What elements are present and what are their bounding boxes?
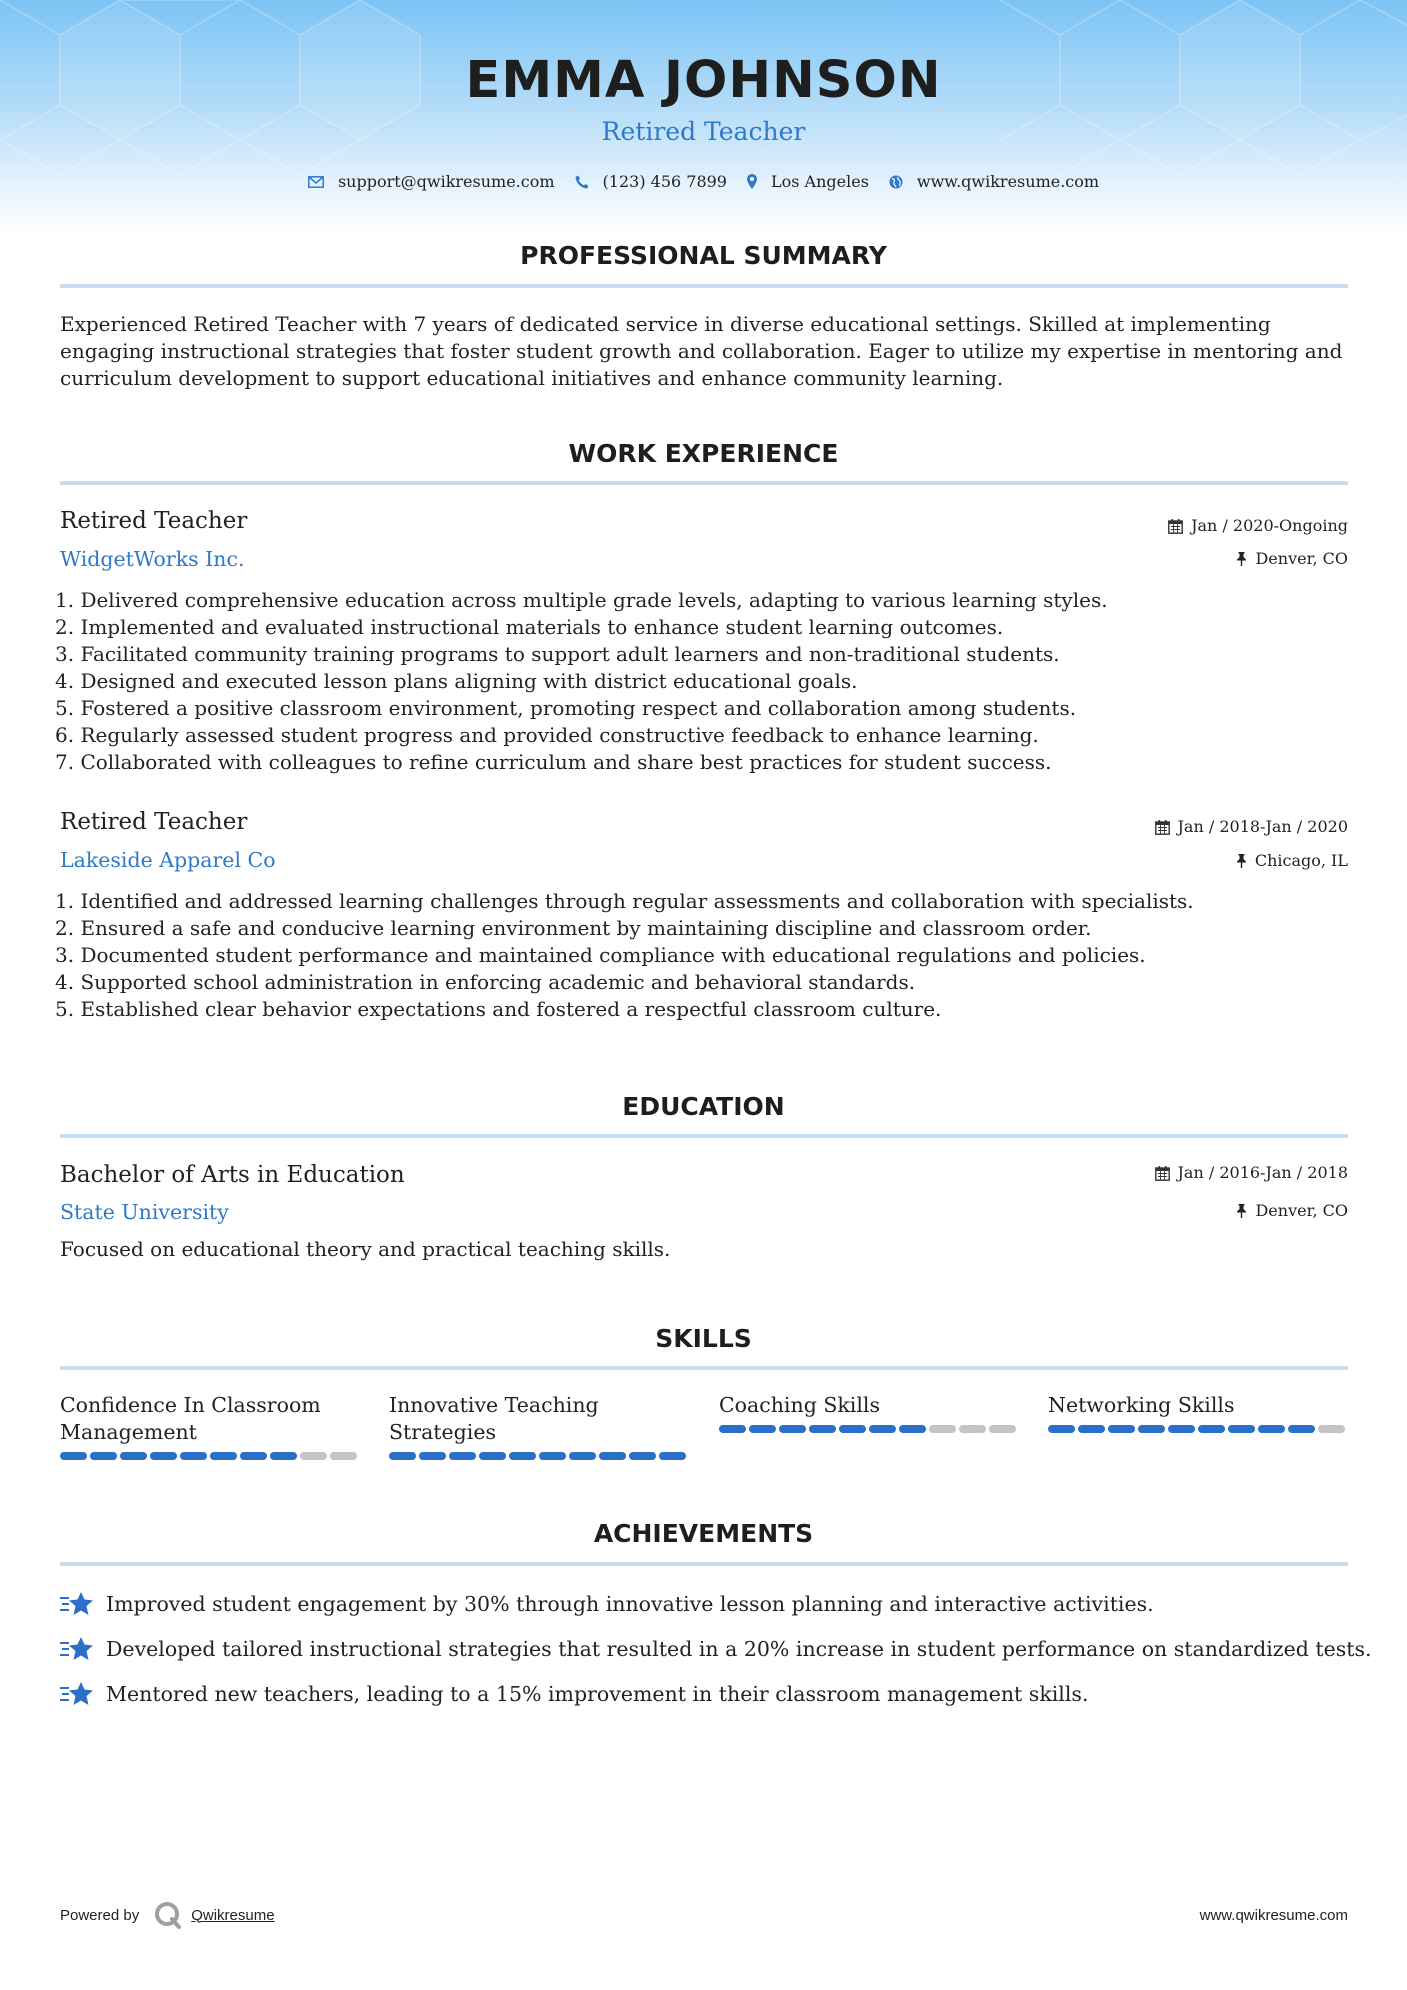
- calendar-icon: [1168, 519, 1183, 534]
- skill-segment-empty: [300, 1452, 327, 1460]
- summary-divider: [60, 284, 1348, 288]
- phone-icon: [575, 175, 589, 189]
- skill-segment-filled: [210, 1452, 237, 1460]
- education-dates-text: Jan / 2016-Jan / 2018: [1177, 1163, 1348, 1182]
- list-item: 2. Ensured a safe and conducive learning environment by maintaining discipline and classroom order.: [55, 916, 1092, 940]
- achievements-heading: ACHIEVEMENTS: [593, 1519, 814, 1548]
- skill-name: Networking Skills: [1048, 1393, 1235, 1417]
- skill-name: Innovative Teaching Strategies: [389, 1393, 599, 1444]
- job-company: Lakeside Apparel Co: [60, 848, 276, 872]
- list-item: 3. Facilitated community training programs to support adult learners and non-traditional students.: [55, 642, 1060, 666]
- skill-segment-filled: [629, 1452, 656, 1460]
- summary-text: Experienced Retired Teacher with 7 years of dedicated service in diverse educational settings. Skilled at implementing engaging instructional strategies that foster student growth and collaboration. Eager to utilize my expertise in mentoring and curriculum development to support educational initiatives and enhance community learning.: [60, 312, 1343, 390]
- skill-segment-filled: [809, 1425, 836, 1433]
- footer-branding: [60, 1900, 275, 1930]
- skill-segment-empty: [929, 1425, 956, 1433]
- skill-segment-empty: [330, 1452, 357, 1460]
- contact-bar: [0, 172, 1407, 191]
- map-marker-icon: [747, 174, 757, 189]
- education-location: [1236, 1203, 1348, 1219]
- job-location: [1236, 853, 1348, 869]
- skill-segment-filled: [1048, 1425, 1075, 1433]
- list-item: 3. Documented student performance and maintained compliance with educational regulations and policies.: [55, 943, 1146, 967]
- job-dates-text: Jan / 2020-Ongoing: [1191, 516, 1348, 535]
- powered-by-label: Powered by: [60, 1906, 140, 1924]
- skill-item: [389, 1392, 689, 1460]
- star-icon: [60, 1681, 94, 1707]
- star-icon: [60, 1636, 94, 1662]
- skills-heading: SKILLS: [655, 1324, 752, 1353]
- list-item: 4. Supported school administration in enforcing academic and behavioral standards.: [55, 970, 916, 994]
- contact-website-text: www.qwikresume.com: [916, 172, 1100, 191]
- skill-level-bar: [1048, 1425, 1348, 1433]
- candidate-name: EMMA JOHNSON: [465, 51, 942, 110]
- skill-segment-filled: [899, 1425, 926, 1433]
- skill-segment-filled: [150, 1452, 177, 1460]
- skill-segment-filled: [270, 1452, 297, 1460]
- skill-name: Confidence In Classroom Management: [60, 1393, 321, 1444]
- contact-email-text: support@qwikresume.com: [337, 172, 555, 191]
- skill-level-bar: [719, 1425, 1019, 1433]
- contact-email[interactable]: [308, 172, 555, 191]
- skill-segment-filled: [1138, 1425, 1165, 1433]
- list-item: 1. Identified and addressed learning challenges through regular assessments and collaboration with specialists.: [55, 889, 1194, 913]
- skill-level-bar: [389, 1452, 689, 1460]
- pushpin-icon: [1236, 854, 1247, 868]
- skill-item: [719, 1392, 1019, 1433]
- education-dates: [1155, 1165, 1348, 1181]
- skill-segment-filled: [659, 1452, 686, 1460]
- school-name: State University: [60, 1200, 229, 1224]
- skill-segment-filled: [869, 1425, 896, 1433]
- skill-segment-empty: [989, 1425, 1016, 1433]
- job-location: [1236, 551, 1348, 567]
- skill-segment-filled: [599, 1452, 626, 1460]
- contact-phone-text: (123) 456 7899: [602, 172, 727, 191]
- job-dates: [1155, 819, 1348, 835]
- list-item: 5. Fostered a positive classroom environment, promoting respect and collaboration among students.: [55, 696, 1077, 720]
- skill-item: [1048, 1392, 1348, 1433]
- skill-level-bar: [60, 1452, 360, 1460]
- job-dates: [1168, 518, 1348, 534]
- star-icon: [60, 1591, 94, 1617]
- skill-segment-filled: [449, 1452, 476, 1460]
- skill-segment-filled: [180, 1452, 207, 1460]
- list-item: 2. Implemented and evaluated instructional materials to enhance student learning outcomes.: [55, 615, 1004, 639]
- job-title: Retired Teacher: [60, 508, 248, 534]
- summary-heading: PROFESSIONAL SUMMARY: [520, 241, 887, 270]
- skill-segment-filled: [1288, 1425, 1315, 1433]
- job-responsibilities: [55, 888, 1355, 1023]
- pushpin-icon: [1236, 552, 1247, 566]
- job-location-text: Denver, CO: [1255, 549, 1348, 568]
- skill-segment-filled: [1168, 1425, 1195, 1433]
- achievement-item: [60, 1681, 1088, 1707]
- skill-name: Coaching Skills: [719, 1393, 880, 1417]
- education-description: Focused on educational theory and practical teaching skills.: [60, 1237, 671, 1261]
- skill-segment-filled: [90, 1452, 117, 1460]
- skill-segment-filled: [749, 1425, 776, 1433]
- skill-segment-filled: [719, 1425, 746, 1433]
- skill-segment-filled: [419, 1452, 446, 1460]
- achievement-item: [60, 1591, 1154, 1617]
- job-company: WidgetWorks Inc.: [60, 547, 245, 571]
- qwikresume-link[interactable]: Qwikresume: [191, 1906, 275, 1924]
- skill-segment-filled: [389, 1452, 416, 1460]
- list-item: 4. Designed and executed lesson plans aligning with district educational goals.: [55, 669, 858, 693]
- list-item: 1. Delivered comprehensive education across multiple grade levels, adapting to various learning styles.: [55, 588, 1108, 612]
- skill-segment-empty: [1318, 1425, 1345, 1433]
- achievements-divider: [60, 1562, 1348, 1566]
- achievement-text: Mentored new teachers, leading to a 15% improvement in their classroom management skills.: [106, 1681, 1089, 1706]
- experience-divider: [60, 481, 1348, 485]
- skill-segment-filled: [1198, 1425, 1225, 1433]
- list-item: 5. Established clear behavior expectations and fostered a respectful classroom culture.: [55, 997, 942, 1021]
- candidate-title: Retired Teacher: [601, 117, 806, 146]
- achievement-item: [60, 1636, 1372, 1662]
- experience-heading: WORK EXPERIENCE: [568, 439, 839, 468]
- skill-segment-filled: [240, 1452, 267, 1460]
- skill-segment-filled: [60, 1452, 87, 1460]
- contact-location-text: Los Angeles: [770, 172, 869, 191]
- contact-phone[interactable]: [575, 172, 727, 191]
- skill-segment-filled: [120, 1452, 147, 1460]
- job-responsibilities: [55, 587, 1355, 776]
- skill-segment-filled: [539, 1452, 566, 1460]
- achievement-text: Developed tailored instructional strategies that resulted in a 20% increase in student performance on standardized tests.: [106, 1636, 1372, 1661]
- skill-segment-filled: [569, 1452, 596, 1460]
- skill-item: [60, 1392, 360, 1460]
- qwikresume-logo-icon: [153, 1900, 183, 1930]
- education-divider: [60, 1134, 1348, 1138]
- contact-location: [747, 172, 869, 191]
- achievement-text: Improved student engagement by 30% through innovative lesson planning and interactive activities.: [106, 1591, 1154, 1616]
- skill-segment-filled: [509, 1452, 536, 1460]
- skills-divider: [60, 1366, 1348, 1370]
- list-item: 7. Collaborated with colleagues to refine curriculum and share best practices for student success.: [55, 750, 1052, 774]
- skill-segment-filled: [839, 1425, 866, 1433]
- job-title: Retired Teacher: [60, 809, 248, 835]
- education-location-text: Denver, CO: [1255, 1201, 1348, 1220]
- contact-website[interactable]: [889, 172, 1099, 191]
- skill-segment-filled: [1228, 1425, 1255, 1433]
- education-heading: EDUCATION: [622, 1092, 785, 1121]
- list-item: 6. Regularly assessed student progress and provided constructive feedback to enhance learning.: [55, 723, 1039, 747]
- degree-title: Bachelor of Arts in Education: [60, 1162, 405, 1188]
- calendar-icon: [1155, 820, 1170, 835]
- skill-segment-filled: [479, 1452, 506, 1460]
- pushpin-icon: [1236, 1204, 1247, 1218]
- envelope-icon: [308, 176, 324, 188]
- job-dates-text: Jan / 2018-Jan / 2020: [1177, 817, 1348, 836]
- job-location-text: Chicago, IL: [1254, 851, 1348, 870]
- footer-url[interactable]: www.qwikresume.com: [1199, 1907, 1348, 1924]
- skill-segment-filled: [1258, 1425, 1285, 1433]
- globe-icon: [889, 175, 903, 189]
- skill-segment-filled: [1108, 1425, 1135, 1433]
- skill-segment-filled: [779, 1425, 806, 1433]
- skill-segment-filled: [1078, 1425, 1105, 1433]
- calendar-icon: [1155, 1166, 1170, 1181]
- skill-segment-empty: [959, 1425, 986, 1433]
